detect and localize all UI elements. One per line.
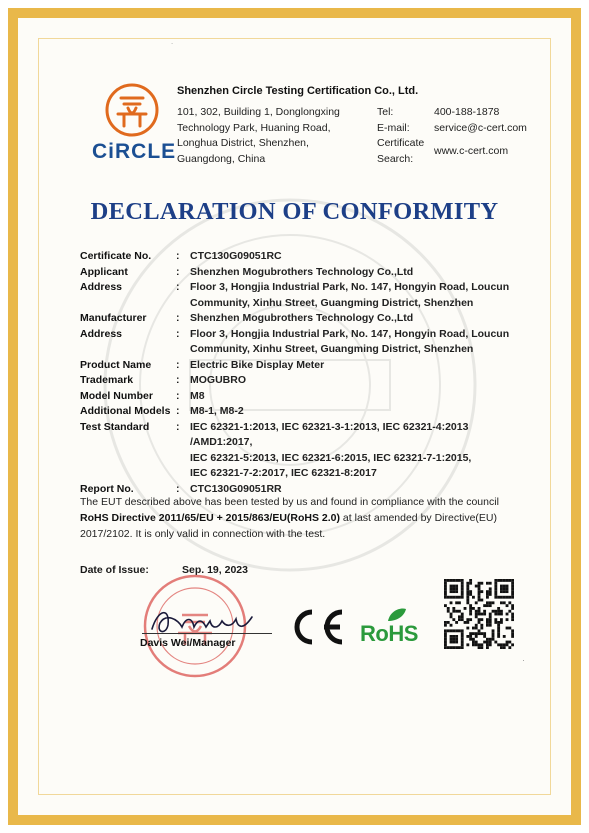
speck: ·: [522, 655, 525, 665]
company-address: 101, 302, Building 1, Donglongxing Technology Park, Huaning Road, Longhua District, Shenzhen, Guangdong, China: [177, 106, 340, 165]
field-row: [80, 342, 520, 358]
field-label: Address: [80, 327, 123, 340]
field-value: M8-1, M8-2: [190, 405, 244, 417]
field-label: Certificate No.: [80, 250, 152, 262]
field-label: Address: [80, 281, 123, 293]
field-colon: :: [176, 389, 180, 402]
field-row: [80, 265, 520, 281]
compliance-statement: The EUT described above has been tested by us and found in compliance with the council RoHS Directive 2011/65/EU + 2015/863/EU(RoHS 2.0) at last amended by Directive(EU) 2017/2102. It is only valid in connection with the test.: [80, 496, 499, 540]
field-row: [80, 466, 520, 482]
field-value: CTC130G09051RC: [190, 250, 282, 262]
field-value: IEC 62321-1:2013, IEC 62321-3-1:2013, IEC 62321-4:2013 /AMD1:2017,: [190, 420, 469, 448]
field-row: [80, 311, 520, 327]
field-row: [80, 280, 520, 296]
field-colon: [176, 296, 190, 312]
field-value: Community, Xinhu Street, Guangming District, Shenzhen: [190, 343, 474, 355]
field-colon: [176, 451, 190, 467]
signature-line: [142, 633, 272, 634]
company-name: Shenzhen Circle Testing Certification Co., Ltd.: [177, 85, 419, 97]
field-colon: :: [176, 312, 180, 324]
field-label: Model Number: [80, 389, 153, 402]
field-label: Manufacturer: [80, 312, 147, 324]
circle-logo-icon: [104, 82, 160, 138]
field-colon: :: [176, 482, 180, 495]
field-label: Product Name: [80, 358, 152, 371]
signatory-name: Davis Wei/Manager: [140, 637, 236, 649]
speck: ˙: [171, 42, 174, 52]
field-colon: :: [176, 374, 180, 386]
field-colon: :: [176, 265, 180, 278]
date-of-issue: [80, 564, 248, 576]
field-label: [80, 466, 176, 482]
field-colon: [176, 342, 190, 358]
field-value: CTC130G09051RR: [190, 482, 282, 495]
field-colon: :: [176, 281, 180, 293]
circle-logo: [92, 82, 177, 164]
field-colon: :: [176, 327, 180, 340]
field-label: [80, 342, 176, 358]
field-value: Shenzhen Mogubrothers Technology Co.,Ltd: [190, 265, 414, 278]
ce-mark-icon: [288, 608, 346, 646]
logo-wordmark: CiRCLE: [92, 140, 177, 163]
rohs-mark: [360, 607, 432, 647]
field-label: Additional Models: [80, 405, 171, 417]
field-row: [80, 327, 520, 343]
contact-labels: Tel: E-mail: Certificate Search:: [377, 106, 425, 165]
field-row: [80, 420, 520, 451]
date-of-issue-label: Date of Issue:: [80, 564, 149, 576]
rohs-wordmark: RoHS: [360, 621, 418, 646]
field-value: IEC 62321-5:2013, IEC 62321-6:2015, IEC 62321-7-1:2015,: [190, 451, 472, 464]
field-value: Floor 3, Hongjia Industrial Park, No. 147, Hongyin Road, Loucun: [190, 281, 510, 293]
field-row: [80, 373, 520, 389]
document-title: DECLARATION OF CONFORMITY: [90, 198, 499, 225]
field-colon: :: [176, 250, 180, 262]
field-row: [80, 296, 520, 312]
field-row: [80, 389, 520, 405]
date-of-issue-value: Sep. 19, 2023: [182, 564, 248, 576]
field-label: Test Standard: [80, 420, 150, 433]
field-colon: [176, 466, 190, 482]
contact-values: [434, 105, 527, 160]
field-row: [80, 404, 520, 420]
tel-value: 400-188-1878: [434, 106, 500, 118]
field-colon: :: [176, 420, 180, 433]
field-label: Report No.: [80, 482, 134, 495]
field-colon: :: [176, 405, 180, 417]
field-value: Floor 3, Hongjia Industrial Park, No. 147, Hongyin Road, Loucun: [190, 327, 510, 340]
certificate-fields: [80, 249, 520, 497]
website-value: www.c-cert.com: [434, 145, 509, 157]
field-label: Applicant: [80, 265, 128, 278]
field-row: [80, 451, 520, 467]
email-value: service@c-cert.com: [434, 121, 527, 134]
field-value: Community, Xinhu Street, Guangming District, Shenzhen: [190, 296, 474, 309]
field-row: [80, 249, 520, 265]
field-label: [80, 451, 176, 467]
field-value: Electric Bike Display Meter: [190, 358, 325, 371]
qr-code-icon[interactable]: [444, 579, 514, 649]
field-label: [80, 296, 176, 312]
field-colon: :: [176, 358, 180, 371]
field-value: M8: [190, 389, 205, 402]
field-value: Shenzhen Mogubrothers Technology Co.,Ltd: [190, 312, 414, 324]
field-value: IEC 62321-7-2:2017, IEC 62321-8:2017: [190, 467, 377, 479]
field-label: Trademark: [80, 374, 134, 386]
field-value: MOGUBRO: [190, 374, 246, 386]
field-row: [80, 358, 520, 374]
